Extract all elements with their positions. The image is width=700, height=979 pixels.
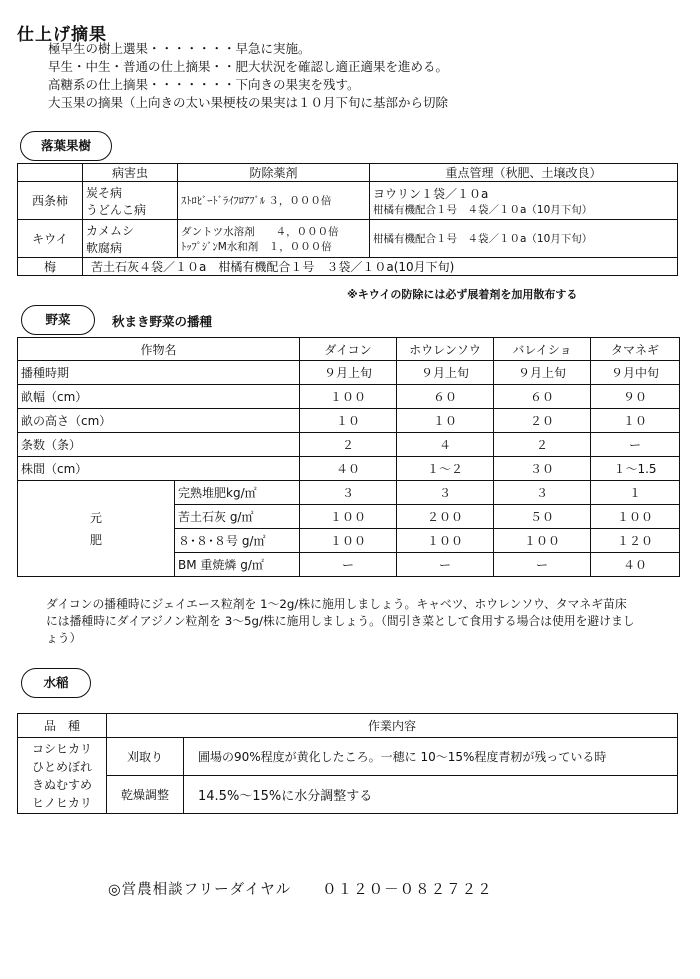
intro-lines [48, 40, 448, 112]
deciduous-table [17, 163, 678, 276]
cell-value: ４ [397, 433, 494, 457]
fertilizer-label-top: 元 [89, 510, 102, 525]
cell-value: １ [591, 481, 680, 505]
mgmt-item: ヨウリン１袋／１０a [373, 186, 489, 201]
cell-value: ５０ [494, 505, 591, 529]
mgmt-cell [370, 220, 678, 258]
variety-item: コシヒカリ [31, 741, 92, 756]
chem-item: ﾄｯﾌﾟｼﾞﾝM水和剤 １，０００倍 [181, 240, 332, 253]
tree-name: 西条柿 [18, 182, 83, 220]
mgmt-item: 柑橘有機配合１号 ４袋／１０a（10月下旬） [373, 233, 593, 245]
cell-value: １２０ [591, 529, 680, 553]
pest-item: カメムシ [86, 223, 135, 238]
cell-value: ２０ [494, 409, 591, 433]
cell-value: ４０ [591, 553, 680, 577]
task-name: 乾燥調整 [107, 776, 184, 814]
cell-value: １００ [300, 529, 397, 553]
vegetables-label: 野菜 [21, 305, 95, 335]
intro-line: 高糖系の仕上摘果・・・・・・・下向きの果実を残す。 [48, 77, 360, 92]
cell-value: ２ [300, 433, 397, 457]
fertilizer-label: 完熟堆肥kg/㎡ [175, 481, 300, 505]
vegetables-subtitle: 秋まき野菜の播種 [112, 314, 213, 329]
tree-name: キウイ [18, 220, 83, 258]
task-name: 刈取り [107, 738, 184, 776]
intro-line: 極早生の樹上選果・・・・・・・早急に実施。 [48, 41, 311, 56]
fertilizer-label: BM 重焼燐 g/㎡ [175, 553, 300, 577]
row-label: 播種時期 [18, 361, 300, 385]
deciduous-label: 落葉果樹 [20, 131, 112, 161]
fertilizer-label: ８･８･８号 g/㎡ [175, 529, 300, 553]
cell-value: ３ [300, 481, 397, 505]
tree-name: 梅 [18, 258, 83, 276]
chem-cell [178, 220, 370, 258]
pests-cell [83, 182, 178, 220]
cell-value: ー [494, 553, 591, 577]
cell-value: ３ [494, 481, 591, 505]
task-desc: 圃場の90%程度が黄化したころ。一穂に 10～15%程度青籾が残っている時 [184, 738, 678, 776]
cell-value: ６０ [397, 385, 494, 409]
cell-value: １０ [300, 409, 397, 433]
crop-name: ホウレンソウ [397, 338, 494, 361]
cell-value: ー [591, 433, 680, 457]
chem-item: ダントツ水溶剤 ４，０００倍 [181, 225, 339, 238]
cell-value: ２ [494, 433, 591, 457]
cell-value: １００ [300, 505, 397, 529]
cell-value: １００ [591, 505, 680, 529]
cell-value: ３０ [494, 457, 591, 481]
cell-value: １～1.5 [591, 457, 680, 481]
col-header-mgmt: 重点管理（秋肥、土壌改良） [370, 164, 678, 182]
cell-value: １００ [494, 529, 591, 553]
cell-value: ９月上旬 [397, 361, 494, 385]
chem-cell [178, 182, 370, 220]
fertilizer-label-bottom: 肥 [89, 532, 102, 547]
cell-value: １０ [397, 409, 494, 433]
mgmt-item: 柑橘有機配合１号 ４袋／１０a（10月下旬） [373, 203, 593, 216]
pest-item: うどんこ病 [86, 202, 147, 217]
cell-value: ９月上旬 [300, 361, 397, 385]
col-header-pests: 病害虫 [83, 164, 178, 182]
cell-value: ６０ [494, 385, 591, 409]
intro-line: 大玉果の摘果（上向きの太い果梗枝の果実は１０月下旬に基部から切除 [48, 95, 449, 110]
variety-item: ひとめぼれ [31, 759, 92, 774]
fertilizer-group-label [18, 481, 175, 577]
footer-hotline: ◎営農相談フリーダイヤル ０１２０－０８２７２２ [108, 882, 493, 898]
cell-value: ４０ [300, 457, 397, 481]
row-label: 条数（条） [18, 433, 300, 457]
empty-header-cell [18, 164, 83, 182]
vegetable-table [17, 337, 680, 577]
variety-item: ヒノヒカリ [32, 795, 92, 810]
cell-value: ３ [397, 481, 494, 505]
crop-name: ダイコン [300, 338, 397, 361]
vegetable-note: ダイコンの播種時にジェイエース粒剤を 1～2g/株に施用しましょう。キャベツ、ホウレンソウ、タマネギ苗床には播種時にダイアジノン粒剤を 3～5g/株に施用しましょう。（間引き菜として食用する場合は使用を避けましょう） [46, 597, 635, 645]
pest-item: 炭そ病 [86, 185, 123, 200]
cell-value: １～２ [397, 457, 494, 481]
crop-header-label: 作物名 [18, 338, 300, 361]
pest-item: 軟腐病 [86, 240, 123, 255]
col-header-chem: 防除薬剤 [178, 164, 370, 182]
intro-line: 早生・中生・普通の仕上摘果・・肥大状況を確認し適正適果を進める。 [48, 59, 449, 74]
rice-header-task: 作業内容 [107, 714, 678, 738]
rice-label: 水稲 [21, 668, 91, 698]
cell-value: ９月上旬 [494, 361, 591, 385]
variety-item: きぬむすめ [31, 777, 92, 792]
cell-value: ー [300, 553, 397, 577]
kiwi-note: ※キウイの防除には必ず展着剤を加用散布する [347, 288, 578, 301]
row-label: 畝の高さ（cm） [18, 409, 300, 433]
pests-cell [83, 220, 178, 258]
chem-item: ｽﾄﾛﾋﾞｰﾄﾞﾗｲﾌﾛｱﾌﾞﾙ ３，０００倍 [181, 195, 332, 207]
fertilizer-label: 苦土石灰 g/㎡ [175, 505, 300, 529]
crop-name: タマネギ [591, 338, 680, 361]
mgmt-cell [370, 182, 678, 220]
rice-table [17, 713, 678, 814]
rice-varieties [18, 738, 107, 814]
task-desc: 14.5%～15%に水分調整する [184, 776, 678, 814]
cell-value: １００ [300, 385, 397, 409]
cell-value: ９０ [591, 385, 680, 409]
crop-name: バレイショ [494, 338, 591, 361]
rice-header-variety: 品 種 [18, 714, 107, 738]
cell-value: ２００ [397, 505, 494, 529]
row-label: 株間（cm） [18, 457, 300, 481]
cell-value: ９月中旬 [591, 361, 680, 385]
cell-value: ー [397, 553, 494, 577]
row-label: 畝幅（cm） [18, 385, 300, 409]
ume-text: 苦土石灰４袋／１０a 柑橘有機配合１号 ３袋／１０a(10月下旬) [83, 258, 678, 276]
section-title: 仕上げ摘果 [17, 25, 107, 45]
cell-value: １０ [591, 409, 680, 433]
cell-value: １００ [397, 529, 494, 553]
